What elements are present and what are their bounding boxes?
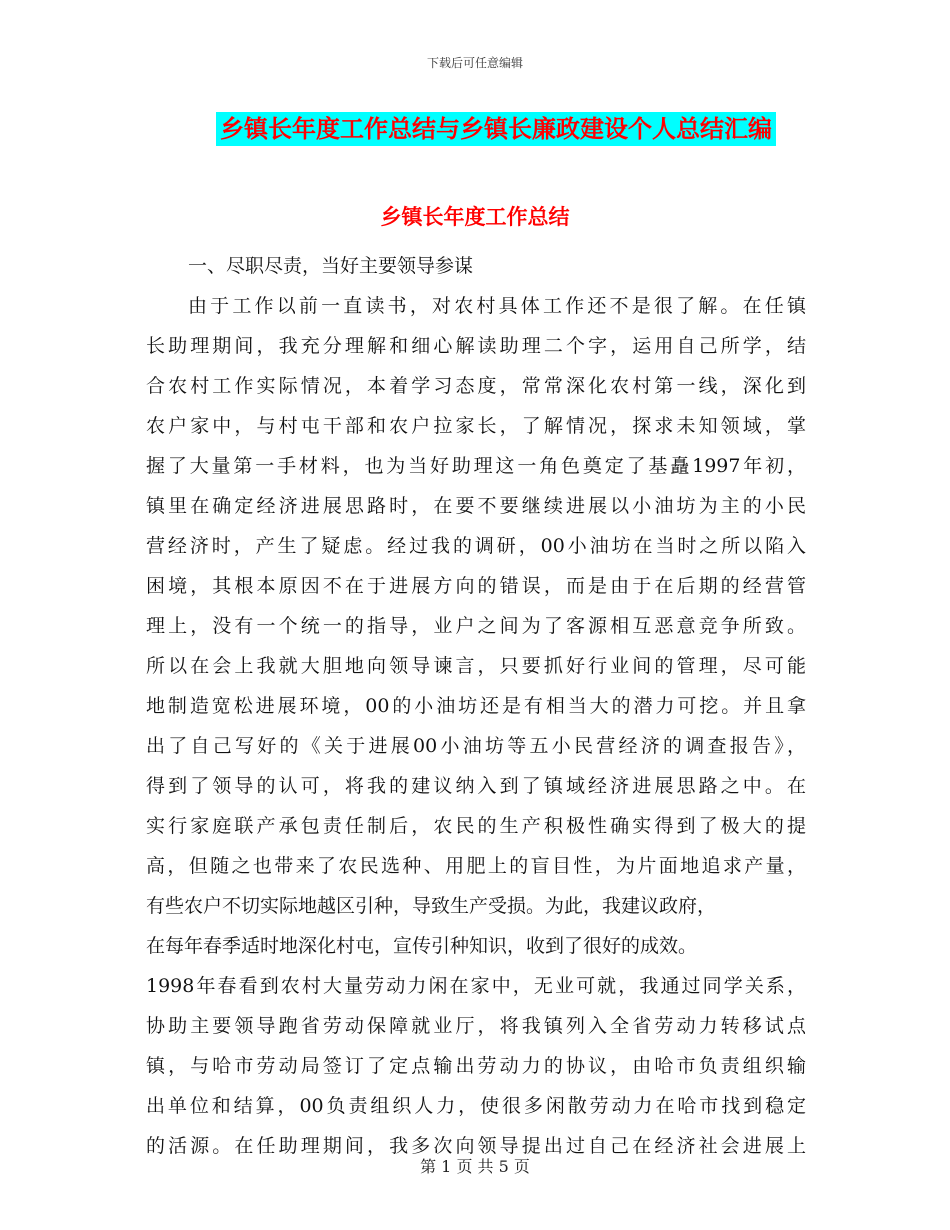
paragraph-line: 合农村工作实际情况，本着学习态度，常常深化农村第一线，深化到 [146,375,806,397]
paragraph-line: 地制造宽松进展环境，00的小油坊还是有相当大的潜力可挖。并且拿 [146,695,806,717]
section-title: 乡镇长年度工作总结 [380,205,570,229]
paragraph-line: 镇，与哈市劳动局签订了定点输出劳动力的协议，由哈市负责组织输 [146,1055,806,1077]
paragraph-line: 出单位和结算，00负责组织人力，使很多闲散劳动力在哈市找到稳定 [146,1095,806,1117]
paragraph-line: 农户家中，与村屯干部和农户拉家长，了解情况，探求未知领域，掌 [146,415,806,437]
paragraph-line: 协助主要领导跑省劳动保障就业厅，将我镇列入全省劳动力转移试点 [146,1015,806,1037]
document-title: 乡镇长年度工作总结与乡镇长廉政建设个人总结汇编 [216,112,776,146]
paragraph-line: 出了自己写好的《关于进展00小油坊等五小民营经济的调查报告》， [146,735,806,757]
document-title-container [0,112,950,146]
paragraph-line: 的活源。在任助理期间，我多次向领导提出过自己在经济社会进展上 [146,1135,806,1157]
paragraph-line: 实行家庭联产承包责任制后，农民的生产积极性确实得到了极大的提 [146,815,806,837]
subheading-line: 一、尽职尽责，当好主要领导参谋 [188,255,474,277]
paragraph-line: 所以在会上我就大胆地向领导谏言，只要抓好行业间的管理，尽可能 [146,655,806,677]
paragraph-line: 困境，其根本原因不在于进展方向的错误，而是由于在后期的经营管 [146,575,806,597]
paragraph-line: 在每年春季适时地深化村屯，宣传引种知识，收到了很好的成效。 [146,935,698,957]
page-footer: 第 1 页 共 5 页 [420,1157,530,1176]
paragraph-line: 长助理期间，我充分理解和细心解读助理二个字，运用自己所学，结 [146,335,806,357]
body-text [146,246,806,1166]
paragraph-line: 得到了领导的认可，将我的建议纳入到了镇域经济进展思路之中。在 [146,775,806,797]
paragraph-line: 有些农户不切实际地越区引种，导致生产受损。为此，我建议政府， [146,895,717,917]
paragraph-line: 握了大量第一手材料，也为当好助理这一角色奠定了基矗1997年初， [146,455,806,477]
header-note: 下载后可任意编辑 [426,56,523,70]
paragraph-line: 营经济时，产生了疑虑。经过我的调研，00小油坊在当时之所以陷入 [146,535,806,557]
paragraph-line: 由于工作以前一直读书，对农村具体工作还不是很了解。在任镇 [188,295,806,317]
paragraph-line: 1998年春看到农村大量劳动力闲在家中，无业可就，我通过同学关系， [146,975,806,997]
paragraph-line: 高，但随之也带来了农民选种、用肥上的盲目性，为片面地追求产量， [146,855,806,877]
paragraph-line: 理上，没有一个统一的指导，业户之间为了客源相互恶意竞争所致。 [146,615,806,637]
paragraph-line: 镇里在确定经济进展思路时，在要不要继续进展以小油坊为主的小民 [146,495,806,517]
